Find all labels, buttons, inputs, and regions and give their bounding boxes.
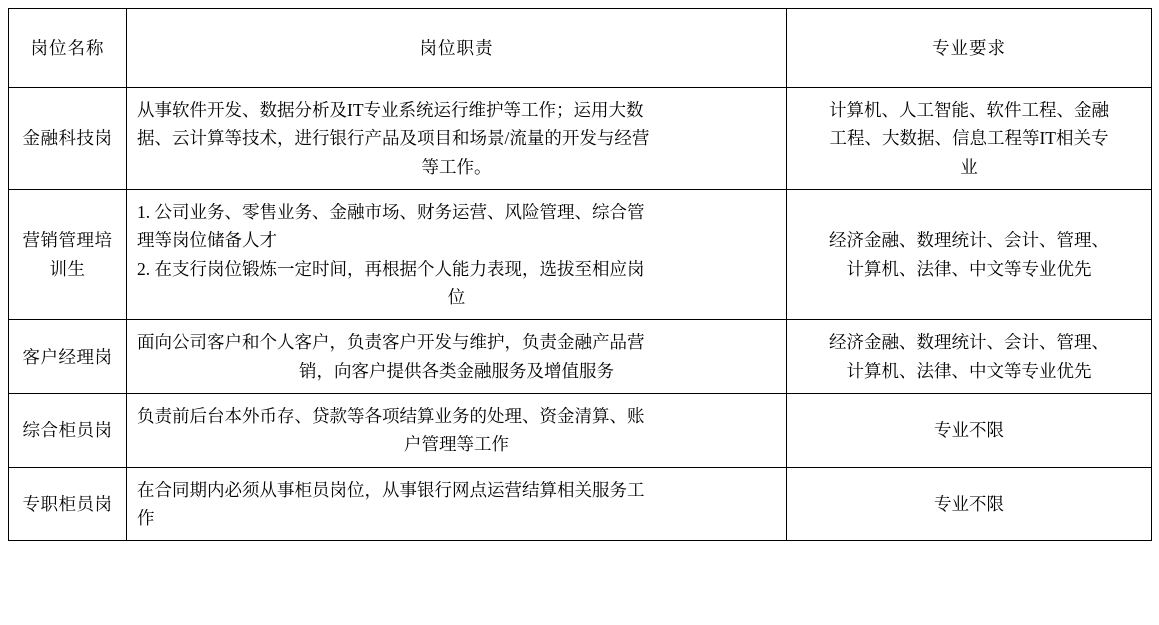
major-line: 工程、大数据、信息工程等IT相关专 xyxy=(829,128,1109,149)
major-line: 计算机、法律、中文等专业优先 xyxy=(846,258,1092,279)
cell-position-name: 金融科技岗 xyxy=(9,88,127,190)
cell-duties xyxy=(127,467,787,541)
table-header xyxy=(9,9,1152,88)
cell-duties xyxy=(127,88,787,190)
cell-duties xyxy=(127,320,787,394)
major-line: 专业不限 xyxy=(934,493,1004,514)
cell-position-name: 营销管理培训生 xyxy=(9,190,127,320)
cell-duties xyxy=(127,394,787,468)
column-header-major-requirements: 专业要求 xyxy=(787,9,1152,88)
duty-line: 据、云计算等技术，进行银行产品及项目和场景/流量的开发与经营 xyxy=(137,128,650,149)
cell-major-requirements xyxy=(787,88,1152,190)
cell-duties xyxy=(127,190,787,320)
duty-line: 等工作。 xyxy=(421,156,492,177)
major-line: 专业不限 xyxy=(934,420,1004,441)
duty-line: 面向公司客户和个人客户，负责客户开发与维护，负责金融产品营 xyxy=(137,332,645,353)
table-row xyxy=(9,320,1152,394)
duty-line: 销，向客户提供各类金融服务及增值服务 xyxy=(299,360,614,381)
cell-position-name: 专职柜员岗 xyxy=(9,467,127,541)
duty-line: 在合同期内必须从事柜员岗位，从事银行网点运营结算相关服务工 xyxy=(137,479,645,500)
cell-major-requirements xyxy=(787,467,1152,541)
duty-line: 理等岗位储备人才 xyxy=(137,230,277,251)
major-line: 计算机、人工智能、软件工程、金融 xyxy=(829,100,1109,120)
duty-line: 户管理等工作 xyxy=(404,434,509,455)
cell-major-requirements xyxy=(787,394,1152,468)
major-line: 业 xyxy=(960,156,978,177)
column-header-duties: 岗位职责 xyxy=(127,9,787,88)
table-row xyxy=(9,394,1152,468)
table-row xyxy=(9,88,1152,190)
table-body xyxy=(9,88,1152,541)
cell-major-requirements xyxy=(787,190,1152,320)
table-row xyxy=(9,190,1152,320)
major-line: 计算机、法律、中文等专业优先 xyxy=(846,360,1092,381)
major-line: 经济金融、数理统计、会计、管理、 xyxy=(829,332,1109,353)
duty-line: 位 xyxy=(447,287,466,308)
cell-major-requirements xyxy=(787,320,1152,394)
duty-line: 从事软件开发、数据分析及IT专业系统运行维护等工作；运用大数 xyxy=(137,100,644,120)
cell-position-name: 客户经理岗 xyxy=(9,320,127,394)
duty-line: 负责前后台本外币存、贷款等各项结算业务的处理、资金清算、账 xyxy=(137,406,645,427)
table-header-row xyxy=(9,9,1152,88)
duty-line: 2. 在支行岗位锻炼一定时间，再根据个人能力表现，选拔至相应岗 xyxy=(137,258,645,279)
cell-position-name: 综合柜员岗 xyxy=(9,394,127,468)
duty-line: 作 xyxy=(137,508,155,529)
job-positions-table xyxy=(8,8,1152,541)
major-line: 经济金融、数理统计、会计、管理、 xyxy=(829,230,1109,251)
table-row xyxy=(9,467,1152,541)
column-header-position-name: 岗位名称 xyxy=(9,9,127,88)
duty-line: 1. 公司业务、零售业务、金融市场、财务运营、风险管理、综合管 xyxy=(137,202,645,223)
